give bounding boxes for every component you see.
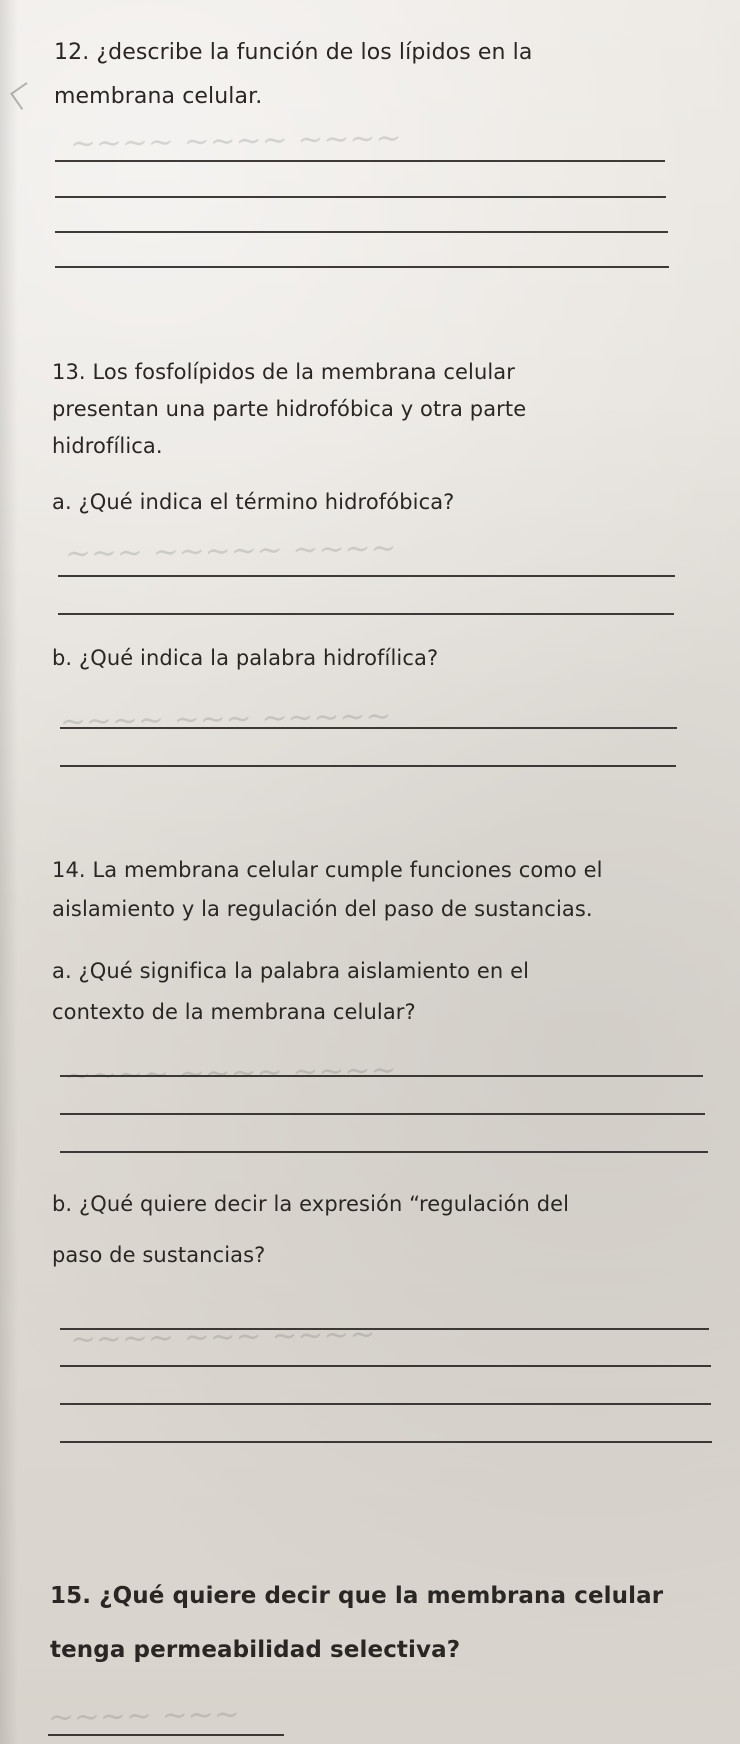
answer-line[interactable]: [60, 1151, 708, 1153]
question-13-line3: hidrofílica.: [52, 434, 163, 458]
question-12-line2: membrana celular.: [54, 84, 263, 109]
question-14-part-b-line2: paso de sustancias?: [52, 1243, 266, 1267]
answer-line[interactable]: [55, 266, 669, 268]
question-13-line1: 13. Los fosfolípidos de la membrana celular: [52, 360, 515, 384]
answer-line[interactable]: [60, 765, 676, 767]
answer-line[interactable]: [58, 613, 674, 615]
faint-ghost-writing: ~~~~ ~~~: [47, 1696, 240, 1736]
answer-line[interactable]: [60, 1075, 703, 1077]
faint-ghost-writing: ~~~~ ~~~~ ~~~~: [69, 120, 402, 162]
answer-line[interactable]: [60, 1403, 711, 1405]
answer-line[interactable]: [55, 231, 668, 233]
answer-line[interactable]: [60, 1365, 711, 1367]
question-13-part-a: a. ¿Qué indica el término hidrofóbica?: [52, 490, 455, 514]
faint-ghost-writing: ~~~ ~~~~~ ~~~~: [64, 530, 397, 572]
question-14-part-a-line2: contexto de la membrana celular?: [52, 1000, 416, 1024]
answer-line[interactable]: [55, 196, 666, 198]
question-13-line2: presentan una parte hidrofóbica y otra parte: [52, 397, 527, 421]
faint-ghost-writing: ~~~~ ~~~~ ~~~~: [64, 1052, 397, 1094]
page-shadow: [0, 0, 18, 1744]
answer-line[interactable]: [60, 1113, 705, 1115]
faint-ghost-writing: ~~~~ ~~~ ~~~~~: [59, 698, 392, 740]
question-14-part-b-line1: b. ¿Qué quiere decir la expresión “regulación del: [52, 1192, 570, 1216]
question-12-line1: 12. ¿describe la función de los lípidos en la: [54, 40, 533, 65]
question-15-line1: 15. ¿Qué quiere decir que la membrana celular: [50, 1583, 664, 1609]
question-14-line1: 14. La membrana celular cumple funciones como el: [52, 858, 603, 882]
question-14-part-a-line1: a. ¿Qué significa la palabra aislamiento en el: [52, 959, 530, 983]
answer-line[interactable]: [58, 575, 675, 577]
answer-line[interactable]: [60, 1441, 712, 1443]
faint-ghost-writing: ~~~~ ~~~ ~~~~: [69, 1316, 376, 1358]
question-15-line2: tenga permeabilidad selectiva?: [50, 1637, 461, 1663]
question-14-line2: aislamiento y la regulación del paso de sustancias.: [52, 897, 593, 921]
answer-line[interactable]: [60, 1328, 709, 1330]
answer-line[interactable]: [60, 727, 677, 729]
answer-line[interactable]: [48, 1734, 284, 1736]
answer-line[interactable]: [55, 160, 665, 162]
question-13-part-b: b. ¿Qué indica la palabra hidrofílica?: [52, 646, 439, 670]
